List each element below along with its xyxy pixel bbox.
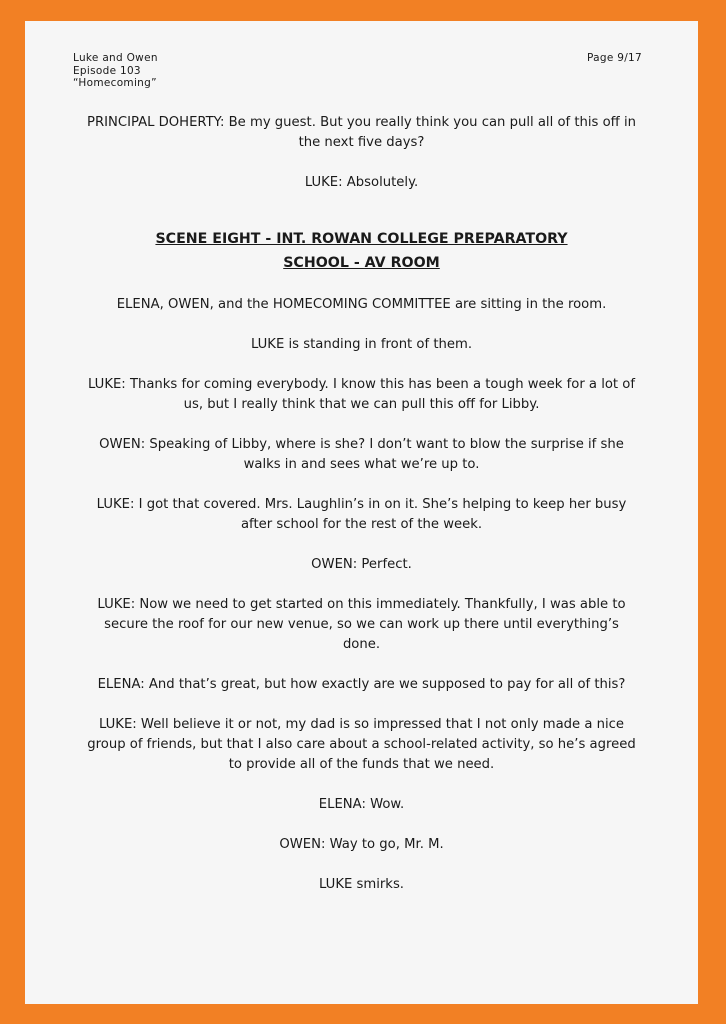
dialogue-line: OWEN: Perfect. bbox=[311, 557, 412, 572]
dialogue-line: ELENA: Wow. bbox=[318, 797, 405, 812]
script-page bbox=[25, 21, 698, 1004]
dialogue-line: PRINCIPAL DOHERTY: Be my guest. But you really think you can pull all of this off in the next five days? bbox=[87, 115, 636, 150]
dialogue-line: LUKE: Thanks for coming everybody. I know this has been a tough week for a lot of us, but I really think that we can pull this off for Libby. bbox=[87, 377, 636, 412]
scene-heading-line: SCHOOL - AV ROOM bbox=[283, 255, 440, 271]
episode-number: Episode 103 bbox=[73, 64, 141, 77]
page-number: Page 9/17 bbox=[586, 52, 642, 64]
dialogue-line: LUKE: Absolutely. bbox=[304, 175, 419, 190]
dialogue-line: LUKE: I got that covered. Mrs. Laughlin’s in on it. She’s helping to keep her busy after school for the rest of the week. bbox=[96, 497, 627, 532]
dialogue-line: LUKE: Well believe it or not, my dad is so impressed that I not only made a nice group of friends, but that I also care about a school-related activity, so he’s agreed to provide all of the funds that we need. bbox=[87, 717, 636, 772]
dialogue-line: LUKE: Now we need to get started on this immediately. Thankfully, I was able to secure the roof for our new venue, so we can work up there until everything’s done. bbox=[97, 597, 626, 652]
scene-heading-line: SCENE EIGHT - INT. ROWAN COLLEGE PREPARATORY bbox=[155, 231, 568, 247]
action-line: LUKE is standing in front of them. bbox=[250, 337, 473, 352]
dialogue-line: ELENA: And that’s great, but how exactly are we supposed to pay for all of this? bbox=[97, 677, 626, 692]
show-title: Luke and Owen bbox=[73, 52, 158, 64]
dialogue-line: OWEN: Way to go, Mr. M. bbox=[279, 837, 444, 852]
action-line: ELENA, OWEN, and the HOMECOMING COMMITTEE are sitting in the room. bbox=[116, 297, 607, 312]
dialogue-line: OWEN: Speaking of Libby, where is she? I don’t want to blow the surprise if she walks in and sees what we’re up to. bbox=[99, 437, 624, 472]
page-header-left bbox=[73, 52, 158, 90]
action-line: LUKE smirks. bbox=[318, 877, 405, 892]
scene-heading bbox=[85, 227, 638, 275]
episode-title: “Homecoming” bbox=[73, 77, 157, 89]
script-body bbox=[85, 113, 638, 915]
